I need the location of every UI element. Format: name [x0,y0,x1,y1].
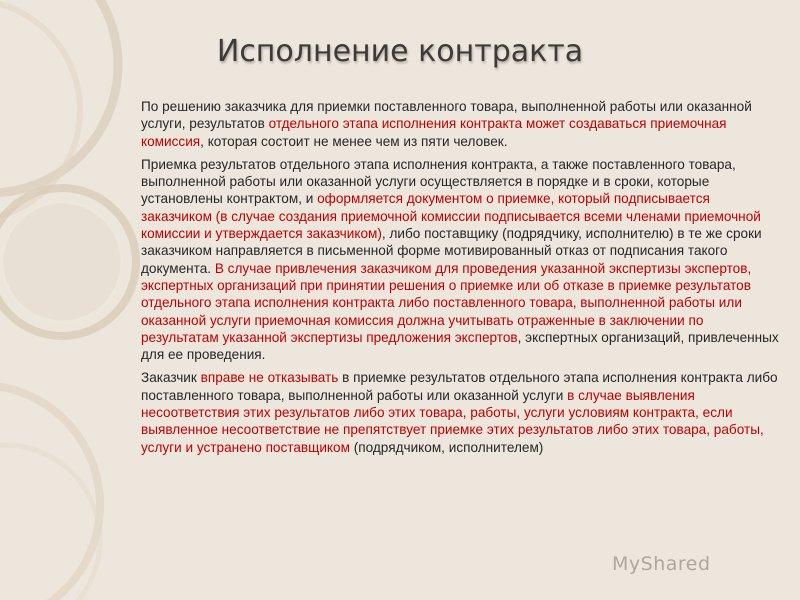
body-text: (подрядчиком, исполнителем) [349,439,544,455]
highlighted-text: В случае привлечения заказчиком для проведения указанной экспертизы экспертов, экспертных организаций при принятии решения о приемке или об отказе в приемке результатов отдельного этапа исполнения контракта либо поставленного товара, выполненной работы или оказанной услуги приемочная комиссия должна учитывать отраженные в заключении по результатам указанной экспертизы предложения экспертов [141,260,752,345]
highlighted-text: отдельного этапа исполнения контракта может создаваться приемочная комиссия [141,116,727,149]
body-text: в приемке результатов отдельного этапа исполнения контракта либо поставленного товара, выполненной работы или оказанной услуги [141,370,778,403]
paragraph-2 [141,156,781,364]
body-text: , которая состоит не менее чем из пяти человек. [200,133,508,149]
highlighted-text: вправе не отказывать [200,370,339,386]
body-text: Приемка результатов отдельного этапа исполнения контракта, а также поставленного товара, выполненной работы или оказанной услуги осуществляется в порядке и в сроки, которые установлены контрактом, и [141,156,736,207]
watermark: MyShared [612,553,711,575]
paragraph-1 [141,98,781,150]
paragraph-3 [141,369,781,455]
highlighted-text: в случае выявления несоответствия этих результатов либо этих товара, работы, услуги условиям контракта, если выявленное несоответствие не препятствует приемке этих результатов либо этих товара, работы, услуги и устранено поставщиком [141,387,764,455]
highlighted-text: оформляется документом о приемке, который подписывается заказчиком (в случае создания приемочной комиссии подписывается всеми членами приемочной комиссии и утверждается заказчиком) [141,191,761,242]
body-text: По решению заказчика для приемки поставленного товара, выполненной работы или оказанной услуги, результатов [141,99,752,132]
slide-title: Исполнение контракта [216,34,584,69]
body-text: , экспертных организаций, привлеченных для ее проведения. [141,329,779,363]
body-text: , либо поставщику (подрядчику, исполнителю) в те же сроки заказчиком направляется в письменной форме мотивированный отказ от подписания такого документа. [141,226,762,276]
slide-body [141,98,781,462]
body-text: Заказчик [141,370,201,386]
